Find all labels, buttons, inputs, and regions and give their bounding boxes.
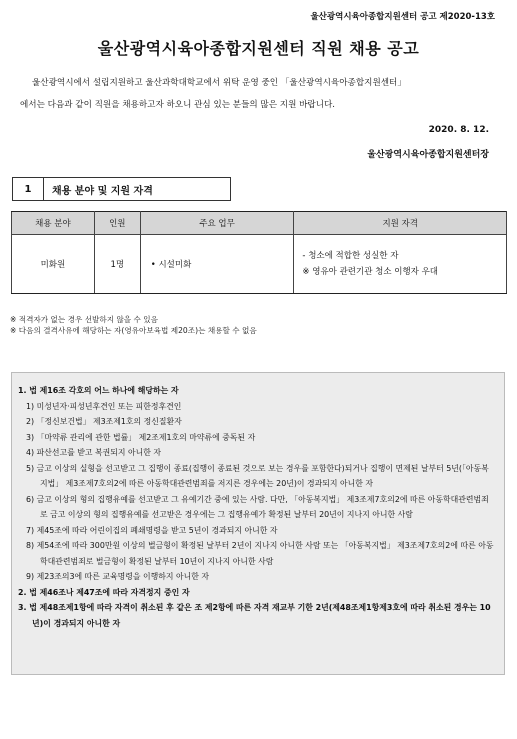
disqualification-item: 6) 금고 이상의 형의 집행유예를 선고받고 그 유예기간 중에 있는 사람. 다만, 「아동복지법」 제3조제7호의2에 따른 아동학대관련범죄로 금고 이상의 형의 집행유예를 선고받은 경우에는 그 집행유예가 확정된 날부터 20년이 지나지 아니한 사람	[26, 494, 489, 519]
cell-qualifications	[294, 235, 507, 294]
qualification-line: - 청소에 적합한 성실한 자	[302, 251, 399, 261]
qualification-line: ※ 영유아 관련기관 청소 이행자 우대	[302, 267, 439, 277]
disqualification-item: 9) 제23조의3에 따른 교육명령을 이행하지 아니한 자	[26, 572, 210, 581]
column-header: 채용 분야	[12, 212, 95, 235]
note-line: ※ 다음의 결격사유에 해당하는 자(영유아보육법 제20조)는 채용할 수 없음	[10, 326, 257, 335]
notice-number: 울산광역시육아종합지원센터 공고 제2020-13호	[310, 12, 495, 22]
intro-line: 울산광역시에서 설립지원하고 울산과학대학교에서 위탁 운영 중인 「울산광역시육아종합지원센터」	[32, 78, 406, 88]
section-header	[12, 177, 231, 201]
intro-paragraph	[20, 72, 498, 116]
disqualification-item: 5) 금고 이상의 실형을 선고받고 그 집행이 종료(집행이 종료된 것으로 보는 경우를 포함한다)되거나 집행이 면제된 날부터 5년(「아동복지법」 제3조제7호의2에 따른 아동학대관련범죄를 저지른 경우에는 20년)이 경과되지 아니한 자	[26, 463, 489, 488]
disqualification-item: 4) 파산선고를 받고 복권되지 아니한 자	[26, 448, 161, 457]
column-header: 지원 자격	[294, 212, 507, 235]
disqualification-item: 8) 제54조에 따라 300만원 이상의 벌금형이 확정된 날부터 2년이 지나지 아니한 사람 또는 「아동복지법」 제3조제7호의2에 따른 아동학대관련범죄로 벌금형이 확정된 날부터 10년이 지나지 아니한 사람	[26, 541, 494, 566]
recruitment-table	[11, 211, 507, 294]
section-number: 1	[13, 178, 44, 200]
cell-field: 미화원	[12, 235, 95, 294]
intro-line: 에서는 다음과 같이 직원을 채용하고자 하오니 관심 있는 분들의 많은 지원 바랍니다.	[20, 100, 336, 110]
column-header: 인원	[94, 212, 140, 235]
table-row	[12, 235, 507, 294]
disqualification-item: 7) 제45조에 따라 어린이집의 폐쇄명령을 받고 5년이 경과되지 아니한 자	[26, 525, 278, 535]
page-title: 울산광역시육아종합지원센터 직원 채용 공고	[97, 39, 420, 58]
note-line: ※ 적격자가 없는 경우 선발하지 않을 수 있음	[10, 315, 158, 324]
table-header-row	[12, 212, 507, 235]
cell-count: 1명	[94, 235, 140, 294]
section-title: 채용 분야 및 지원 자격	[52, 185, 153, 197]
disqualification-item: 3) 「마약류 관리에 관한 법률」 제2조제1호의 마약류에 중독된 자	[26, 432, 256, 442]
disqualification-item: 1) 미성년자·피성년후견인 또는 피한정후견인	[26, 401, 182, 411]
disqualification-item: 2) 「정신보건법」 제3조제1호의 정신질환자	[26, 417, 182, 426]
disqualification-heading: 3. 법 제48조제1항에 따라 자격이 취소된 후 같은 조 제2항에 따른 자격 재교부 기한 2년(제48조제1항제3호에 따라 취소된 경우는 10년)이 경과되지 아니한 자	[18, 603, 491, 628]
notes	[10, 314, 257, 336]
disqualification-box	[11, 372, 505, 675]
disqualification-heading: 2. 법 제46조나 제47조에 따라 자격정지 중인 자	[18, 587, 190, 597]
column-header: 주요 업무	[140, 212, 294, 235]
cell-duty: • 시설미화	[140, 235, 294, 294]
disqualification-heading: 1. 법 제16조 각호의 어느 하나에 해당하는 자	[18, 386, 179, 395]
organization-name: 울산광역시육아종합지원센터장	[367, 150, 489, 160]
announcement-date: 2020. 8. 12.	[428, 125, 489, 135]
